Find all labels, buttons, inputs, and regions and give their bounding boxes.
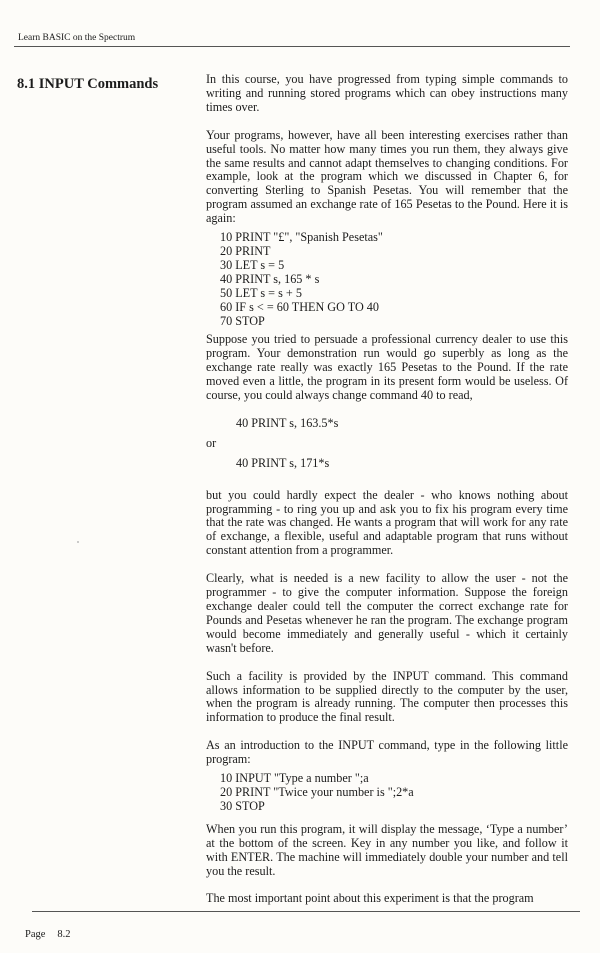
section-heading: 8.1 INPUT Commands xyxy=(17,76,159,92)
code-line: 20 PRINT "Twice your number is ";2*a xyxy=(220,784,414,799)
paragraph-5: Clearly, what is needed is a new facility to allow the user - not the programmer - to give the computer information. Suppose the foreign exchange dealer could tell the computer the correct exchange rate for Pounds and Pesetas whenever he ran the program. The exchange program would become immediately and generally useful - which it certainly wasn't before. xyxy=(206,571,568,655)
code-line: 30 STOP xyxy=(220,798,265,813)
code-line: 10 PRINT "£", "Spanish Pesetas" xyxy=(220,230,383,245)
code-line: 30 LET s = 5 xyxy=(220,257,285,272)
code-line: 70 STOP xyxy=(220,313,265,328)
paragraph-6: Such a facility is provided by the INPUT command. This command allows information to be supplied directly to the computer by the user, when the program is already running. The computer then processes this information to produce the final result. xyxy=(206,668,568,725)
code-line: 40 PRINT s, 165 * s xyxy=(220,271,320,286)
page-label: Page xyxy=(25,929,46,940)
paragraph-8: When you run this program, it will display the message, ‘Type a number’ at the bottom of the screen. Key in any number you like, and follow it with ENTER. The machine will immediately double your number and tell you the result. xyxy=(206,821,568,878)
code-line: 20 PRINT xyxy=(220,243,271,258)
header-rule xyxy=(14,46,570,47)
program-listing-1 xyxy=(206,231,568,328)
or-word: or xyxy=(206,435,217,450)
page-number: 8.2 xyxy=(57,929,71,940)
paragraph-3: Suppose you tried to persuade a professional currency dealer to use this program. Your demonstration run would go superbly as long as the exchange rate really was exactly 165 Pesetas to the Pound. If the rate moved even a little, the program in its present form would be useless. Of course, you could always change command 40 to read, xyxy=(206,332,568,403)
program-listing-2 xyxy=(206,772,568,814)
paragraph-2: Your programs, however, have all been interesting exercises rather than useful tools. No matter how many times you run them, they always give the same results and cannot adapt themselves to changing conditions. For example, look at the program which we discussed in Chapter 6, for converting Sterling to Spanish Pesetas. You will remember that the program assumed an exchange rate of 165 Pesetas to the Pound. Here it is again: xyxy=(206,127,568,226)
paper-speck xyxy=(77,541,79,543)
code-line: 10 INPUT "Type a number ";a xyxy=(220,771,369,786)
footer-rule xyxy=(32,911,580,912)
paragraph-4: but you could hardly expect the dealer - who knows nothing about programming - to ring you up and ask you to fix his program every time that the rate was changed. He wants a program that will work for any rate of exchange, a flexible, useful and adaptable program that runs without constant attention from a programmer. xyxy=(206,487,568,558)
paragraph-7: As an introduction to the INPUT command, type in the following little program: xyxy=(206,738,568,767)
page-footer xyxy=(25,929,83,940)
alternative-command-1: 40 PRINT s, 163.5*s xyxy=(236,415,339,430)
code-line: 50 LET s = s + 5 xyxy=(220,285,302,300)
code-line: 60 IF s < = 60 THEN GO TO 40 xyxy=(220,299,379,314)
running-header: Learn BASIC on the Spectrum xyxy=(18,33,136,43)
paragraph-1: In this course, you have progressed from typing simple commands to writing and running stored programs which can obey instructions many times over. xyxy=(206,72,568,114)
body-text xyxy=(206,73,568,906)
alternative-command-2: 40 PRINT s, 171*s xyxy=(236,455,330,470)
paragraph-9: The most important point about this experiment is that the program xyxy=(206,891,534,906)
